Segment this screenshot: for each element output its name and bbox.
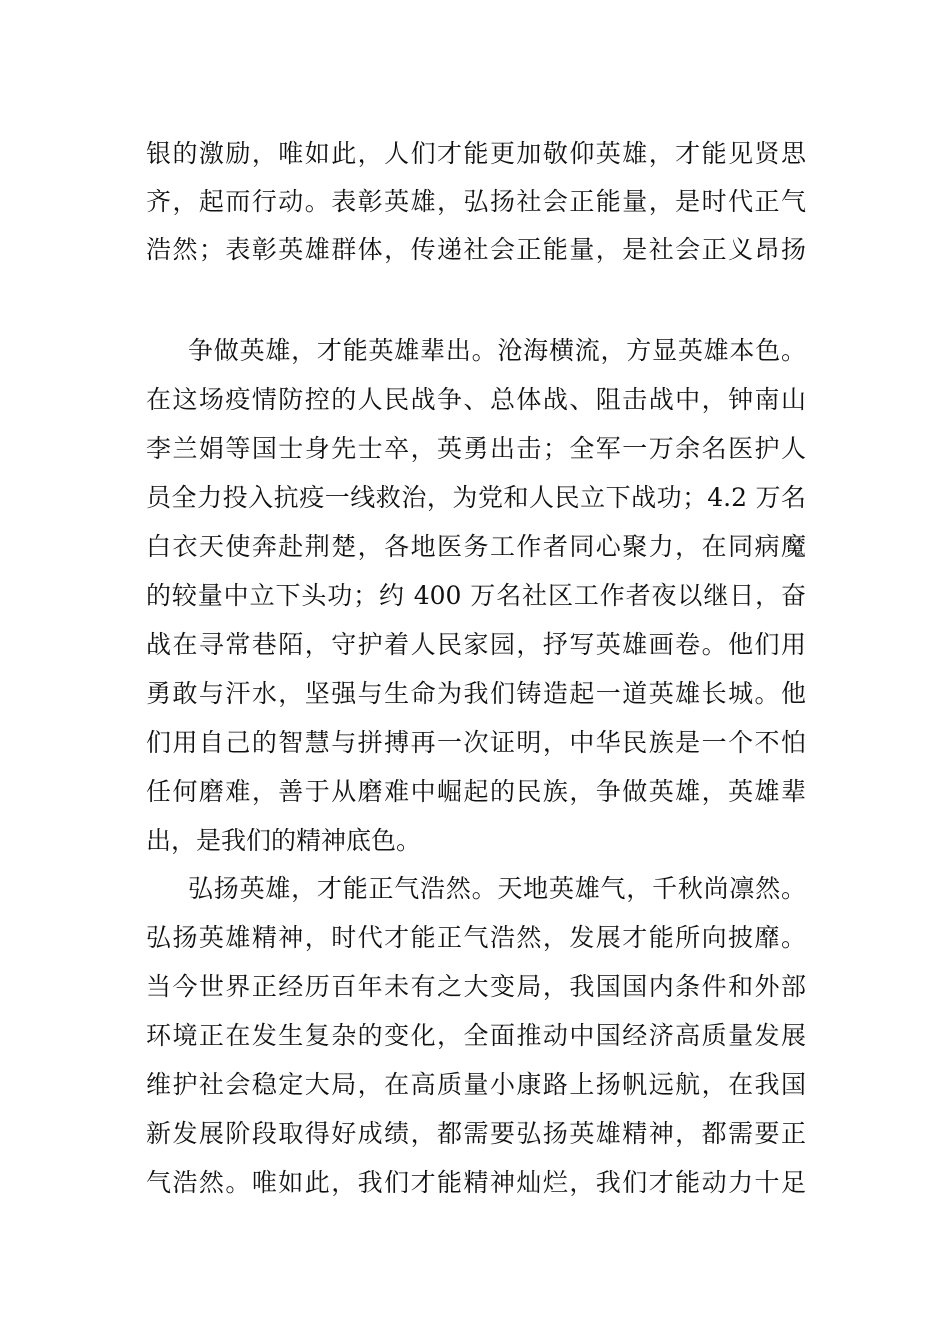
paragraph-first-line: 弘扬英雄，才能正气浩然。天地英雄气，千秋尚凛然。 <box>188 874 806 903</box>
text-line: 齐，起而行动。表彰英雄，弘扬社会正能量，是时代正气 <box>146 187 806 216</box>
text-line: 新发展阶段取得好成绩，都需要弘扬英雄精神，都需要正 <box>146 1119 806 1148</box>
text-line: 出，是我们的精神底色。 <box>146 826 422 855</box>
text-line: 的较量中立下头功；约 400 万名社区工作者夜以继日，奋 <box>146 581 806 610</box>
text-line: 战在寻常巷陌，守护着人民家园，抒写英雄画卷。他们用 <box>146 630 806 659</box>
text-line: 李兰娟等国士身先士卒，英勇出击；全军一万余名医护人 <box>146 434 806 463</box>
text-line: 勇敢与汗水，坚强与生命为我们铸造起一道英雄长城。他 <box>146 679 806 708</box>
text-line: 们用自己的智慧与拼搏再一次证明，中华民族是一个不怕 <box>146 728 806 757</box>
text-line: 气浩然。唯如此，我们才能精神灿烂，我们才能动力十足 <box>146 1168 806 1197</box>
text-line: 员全力投入抗疫一线救治，为党和人民立下战功；4.2 万名 <box>146 483 806 512</box>
text-line: 任何磨难，善于从磨难中崛起的民族，争做英雄，英雄辈 <box>146 777 806 806</box>
text-line: 环境正在发生复杂的变化，全面推动中国经济高质量发展 <box>146 1021 806 1050</box>
text-line: 白衣天使奔赴荆楚，各地医务工作者同心聚力，在同病魔 <box>146 532 806 561</box>
text-line: 弘扬英雄精神，时代才能正气浩然，发展才能所向披靡。 <box>146 923 806 952</box>
text-line: 银的激励，唯如此，人们才能更加敬仰英雄，才能见贤思 <box>146 139 806 168</box>
text-line: 浩然；表彰英雄群体，传递社会正能量，是社会正义昂扬 <box>146 235 806 264</box>
text-line: 在这场疫情防控的人民战争、总体战、阻击战中，钟南山 <box>146 385 806 414</box>
text-line: 当今世界正经历百年未有之大变局，我国国内条件和外部 <box>146 972 806 1001</box>
paragraph-first-line: 争做英雄，才能英雄辈出。沧海横流，方显英雄本色。 <box>188 336 806 365</box>
text-line: 维护社会稳定大局，在高质量小康路上扬帆远航，在我国 <box>146 1070 806 1099</box>
